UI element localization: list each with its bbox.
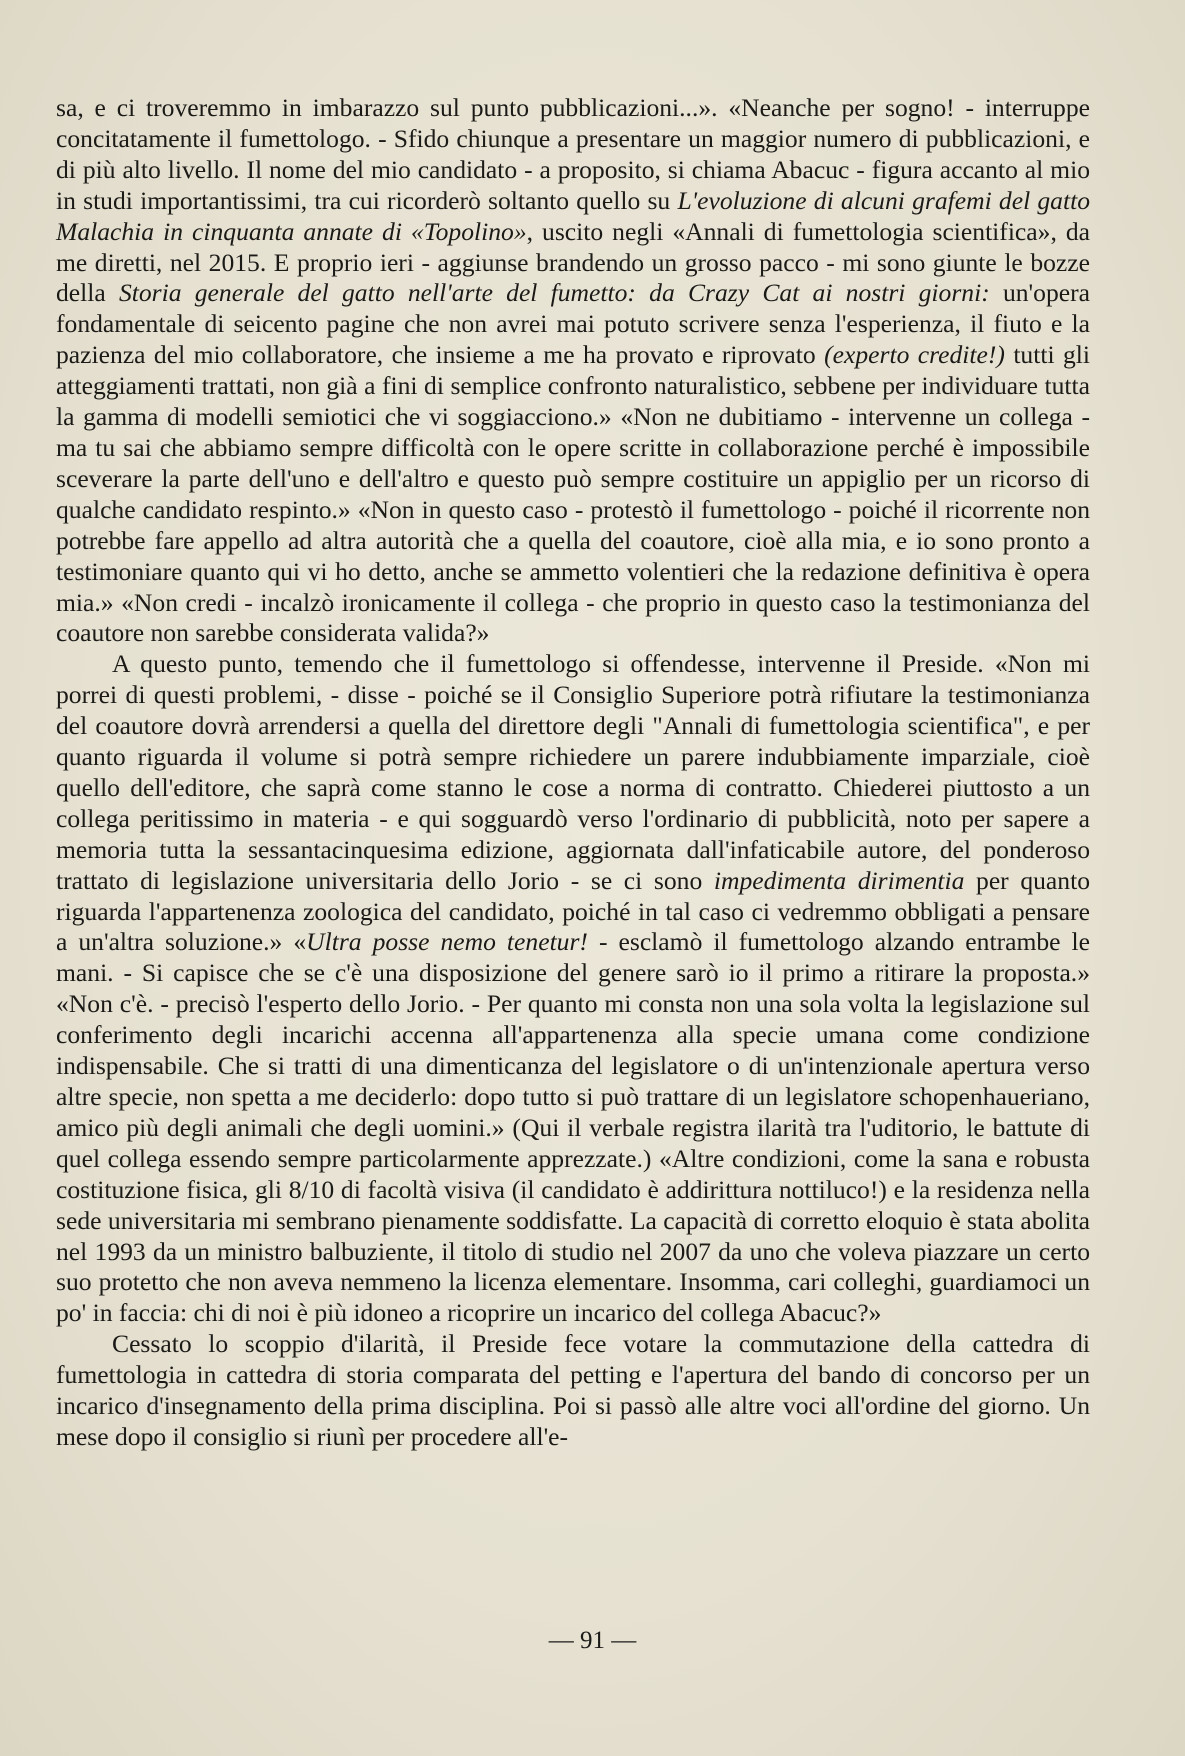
italic-run: Ultra posse nemo tenetur! [306, 927, 588, 957]
italic-run: (experto credite!) [824, 340, 1005, 370]
italic-run: impedimenta dirimentia [713, 865, 965, 895]
paragraph [56, 649, 1090, 1329]
italic-run: Storia generale del gatto nell'arte del fumetto: da Crazy Cat ai nostri giorni: [118, 278, 990, 308]
text-run: un'opera fondamentale di seicento pagine che non avrei mai potuto scrivere senza l'esperienza, il fiuto e la pazienza del mio collaboratore, che insieme a me ha provato e riprovato [56, 278, 1090, 370]
italic-run: L'evoluzione di alcuni grafemi del gatto Malachia in cinquanta annate di «Topolino» [56, 185, 1090, 246]
text-run: - esclamò il fumettologo alzando entrambe le mani. - Si capisce che se c'è una disposizione del genere sarò io il primo a ritirare la proposta.» «Non c'è. - precisò l'esperto dello Jorio. - Per quanto mi consta non una sola volta la legislazione sul conferimento degli incarichi accenna all'appartenenza alla specie umana come condizione indispensabile. Che si tratti di una dimenticanza del legislatore o di un'intenzionale apertura verso altre specie, non spetta a me deciderlo: dopo tutto si può trattare di un legislatore schopenhaueriano, amico più degli animali che degli uomini.» (Qui il verbale registra ilarità tra l'uditorio, le battute di quel collega essendo sempre particolarmente apprezzate.) «Altre condizioni, come la sana e robusta costituzione fisica, gli 8/10 di facoltà visiva (il candidato è addirittura nottiluco!) e la residenza nella sede universitaria mi sembrano pienamente soddisfatte. La capacità di corretto eloquio è stata abolita nel 1993 da un ministro balbuziente, il titolo di studio nel 2007 da uno che voleva piazzare un certo suo protetto che non aveva nemmeno la licenza elementare. Insomma, cari colleghi, guardiamoci un po' in faccia: chi di noi è più idoneo a ricoprire un incarico del collega Abacuc?» [56, 927, 1090, 1328]
text-run: tutti gli atteggiamenti trattati, non già a fini di semplice confronto naturalistico, sebbene per individuare tutta la gamma di modelli semiotici che vi soggiacciono.» «Non ne dubitiamo - intervenne un collega - ma tu sai che abbiamo sempre difficoltà con le opere scritte in collaborazione perché è impossibile sceverare la parte dell'uno e dell'altro e questo può sempre costituire un appiglio per un ricorso di qualche candidato respinto.» «Non in questo caso - protestò il fumettologo - poiché il ricorrente non potrebbe fare appello ad altra autorità che a quella del coautore, cioè alla mia, e io sono pronto a testimoniare quanto qui vi ho detto, anche se ammetto volentieri che la redazione definitiva è opera mia.» «Non credi - incalzò ironicamente il collega - che proprio in questo caso la testimonianza del coautore non sarebbe considerata valida?» [56, 340, 1090, 648]
text-run: per quanto riguarda l'appartenenza zoologica del candidato, poiché in tal caso ci vedremmo obbligati a pensare a un'altra soluzione.» « [56, 865, 1090, 957]
paragraph [56, 93, 1090, 649]
body-text [56, 93, 1090, 1453]
text-run: Cessato lo scoppio d'ilarità, il Preside fece votare la commutazione della cattedra di fumettologia in cattedra di storia comparata del petting e l'apertura del bando di concorso per un incarico d'insegnamento della prima disciplina. Poi si passò alle altre voci all'ordine del giorno. Un mese dopo il consiglio si riunì per procedere all'e- [56, 1329, 1090, 1451]
text-run: , uscito negli «Annali di fumettologia scientifica», da me diretti, nel 2015. E proprio ieri - aggiunse brandendo un grosso pacco - mi sono giunte le bozze della [56, 216, 1090, 308]
text-run: sa, e ci troveremmo in imbarazzo sul punto pubblicazioni...». «Neanche per sogno! - interruppe concitatamente il fumettologo. - Sfido chiunque a presentare un maggior numero di pubblicazioni, e di più alto livello. Il nome del mio candidato - a proposito, si chiama Abacuc - figura accanto al mio in studi importantissimi, tra cui ricorderò soltanto quello su [56, 93, 1090, 215]
page-number: — 91 — [548, 1627, 637, 1654]
paragraph [56, 1329, 1090, 1453]
text-run: A questo punto, temendo che il fumettologo si offendesse, intervenne il Preside. «Non mi porrei di questi problemi, - disse - poiché se il Consiglio Superiore potrà rifiutare la testimonianza del coautore dovrà arrendersi a quella del direttore degli "Annali di fumettologia scientifica", e per quanto riguarda il volume si potrà sempre richiedere un parere indubbiamente imparziale, cioè quello dell'editore, che saprà come stanno le cose a norma di contratto. Chiederei piuttosto a un collega peritissimo in materia - e qui sogguardò verso l'ordinario di pubblicità, noto per sapere a memoria tutta la sessantacinquesima edizione, aggiornata dall'infaticabile autore, del ponderoso trattato di legislazione universitaria dello Jorio - se ci sono [56, 649, 1090, 895]
